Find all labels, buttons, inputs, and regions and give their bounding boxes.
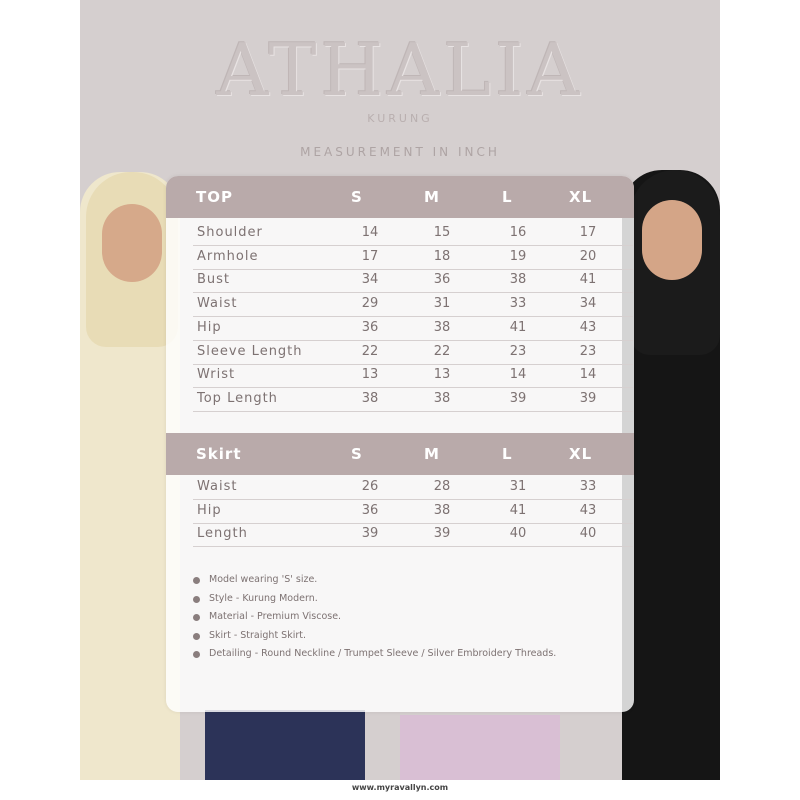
row-label: Wrist (197, 367, 236, 383)
note-item (193, 593, 556, 612)
bullet-icon (193, 614, 200, 621)
row-label: Top Length (197, 390, 278, 406)
model-cream (80, 172, 180, 780)
row-value: 23 (509, 343, 527, 359)
row-value: 38 (509, 272, 527, 288)
row-value: 31 (433, 296, 451, 312)
row-value: 43 (579, 502, 597, 518)
row-label: Sleeve Length (197, 343, 303, 359)
row-label: Length (197, 526, 248, 542)
row-value: 33 (509, 296, 527, 312)
skirt-header-label: Skirt (196, 445, 242, 463)
row-value: 38 (433, 390, 451, 406)
row-value: 13 (361, 367, 379, 383)
row-value: 38 (433, 502, 451, 518)
row-value: 22 (361, 343, 379, 359)
table-row (193, 268, 633, 293)
row-value: 33 (579, 479, 597, 494)
row-value: 39 (579, 390, 597, 406)
note-text: Style - Kurung Modern. (209, 592, 318, 604)
table-row (193, 245, 633, 270)
skirt-header-l: L (502, 445, 513, 463)
model-navy-skirt (205, 710, 365, 780)
bullet-icon (193, 577, 200, 584)
skirt-table-header (166, 433, 634, 475)
row-value: 16 (509, 225, 527, 240)
note-item (193, 574, 556, 593)
row-value: 19 (509, 248, 527, 264)
row-value: 34 (361, 272, 379, 288)
bullet-icon (193, 651, 200, 658)
row-value: 39 (361, 526, 379, 542)
brand-logo: ATHALIA (216, 28, 584, 112)
row-value: 14 (579, 367, 597, 383)
table-row (193, 475, 633, 500)
row-value: 17 (361, 248, 379, 264)
bullet-icon (193, 633, 200, 640)
top-header-label: TOP (196, 188, 233, 206)
table-row (193, 221, 633, 246)
table-row (193, 363, 633, 388)
note-text: Skirt - Straight Skirt. (209, 629, 307, 641)
row-value: 41 (579, 272, 597, 288)
website-footer: www.myravallyn.com (351, 783, 449, 792)
row-label: Bust (197, 272, 231, 288)
row-value: 36 (361, 502, 379, 518)
note-text: Model wearing 'S' size. (209, 574, 318, 585)
row-value: 22 (433, 343, 451, 359)
top-header-s: S (351, 188, 363, 206)
model-lilac-skirt (400, 715, 560, 780)
row-label: Armhole (197, 248, 259, 264)
model-black (622, 170, 720, 780)
row-value: 28 (433, 479, 451, 494)
top-header-m: M (424, 188, 440, 206)
table-row (193, 292, 633, 317)
skirt-header-xl: XL (569, 445, 593, 463)
row-value: 17 (579, 225, 597, 240)
skirt-header-m: M (424, 445, 440, 463)
row-value: 14 (361, 225, 379, 240)
row-label: Waist (197, 296, 238, 312)
row-value: 18 (433, 248, 451, 264)
skirt-header-s: S (351, 445, 363, 463)
measurement-unit-note: MEASUREMENT IN INCH (300, 145, 500, 159)
row-value: 34 (579, 296, 597, 312)
row-value: 36 (433, 272, 451, 288)
row-value: 41 (509, 319, 527, 335)
row-value: 41 (509, 502, 527, 518)
row-value: 14 (509, 367, 527, 383)
note-item (193, 611, 556, 630)
row-label: Hip (197, 502, 222, 518)
row-value: 26 (361, 479, 379, 494)
table-row (193, 522, 633, 547)
product-notes (193, 574, 556, 667)
note-text: Detailing - Round Neckline / Trumpet Sleeve / Silver Embroidery Threads. (209, 648, 557, 659)
row-value: 36 (361, 319, 379, 335)
note-item (193, 648, 556, 667)
row-value: 38 (433, 319, 451, 335)
row-value: 38 (361, 390, 379, 406)
row-value: 43 (579, 319, 597, 335)
table-row (193, 387, 633, 412)
row-value: 23 (579, 343, 597, 359)
row-label: Waist (197, 479, 238, 494)
brand-subtitle: KURUNG (367, 112, 433, 125)
table-row (193, 340, 633, 365)
table-row (193, 316, 633, 341)
bullet-icon (193, 596, 200, 603)
note-item (193, 630, 556, 649)
row-value: 40 (579, 526, 597, 542)
row-value: 13 (433, 367, 451, 383)
top-header-l: L (502, 188, 513, 206)
row-value: 29 (361, 296, 379, 312)
row-label: Hip (197, 319, 222, 335)
row-value: 39 (509, 390, 527, 406)
note-text: Material - Premium Viscose. (209, 611, 342, 622)
top-header-xl: XL (569, 188, 593, 206)
table-row (193, 499, 633, 524)
row-value: 20 (579, 248, 597, 264)
row-value: 31 (509, 479, 527, 494)
row-label: Shoulder (197, 225, 263, 240)
row-value: 40 (509, 526, 527, 542)
row-value: 39 (433, 526, 451, 542)
top-table-header (166, 176, 634, 218)
row-value: 15 (433, 225, 451, 240)
